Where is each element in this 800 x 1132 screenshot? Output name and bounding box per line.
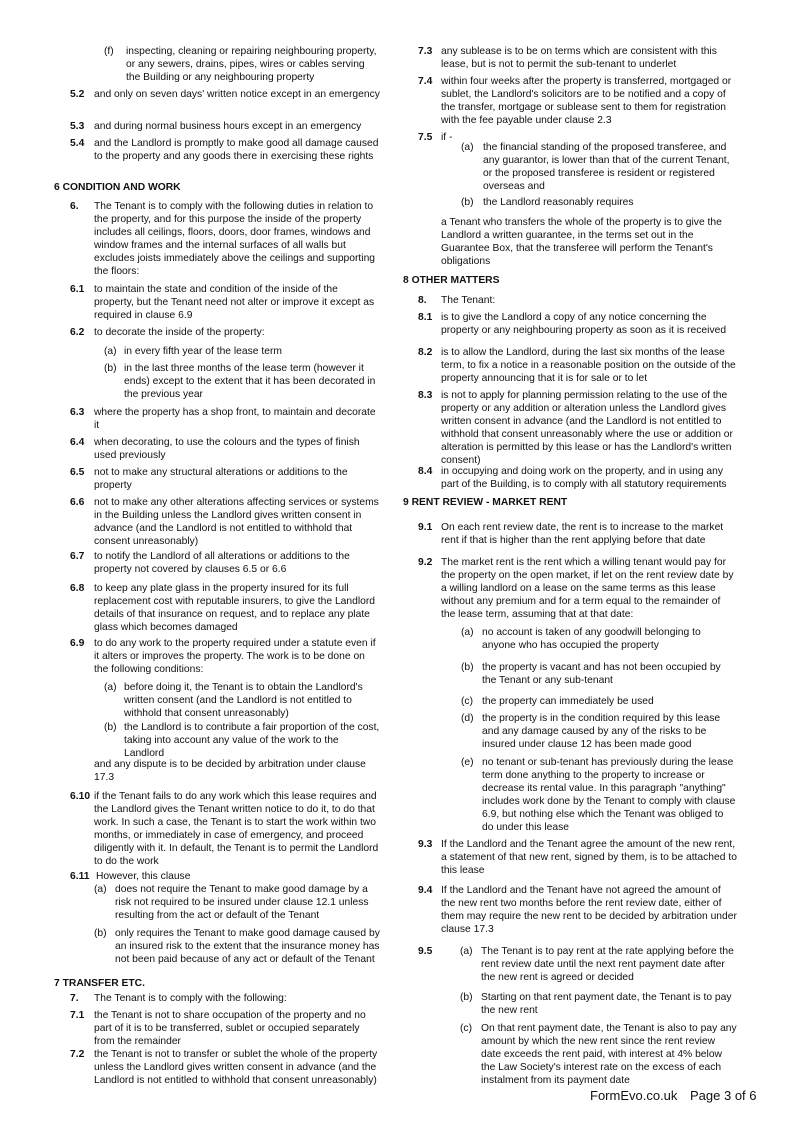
clause-7-4-text: within four weeks after the property is transferred, mortgaged or sublet, the Landlord's solicitors are to be notified and a copy of the transfer, mortgage or sublease sent to them for registration with the fee payable under clause 2.3 — [441, 76, 732, 127]
section-8-heading: 8 OTHER MATTERS — [403, 275, 500, 286]
clause-marker: (b) — [461, 662, 474, 673]
clause-number: 8.3 — [418, 390, 433, 401]
clause-marker: (a) — [104, 682, 117, 693]
footer-page-number: Page 3 of 6 — [690, 1088, 757, 1103]
clause-9-2-c-text: the property can immediately be used — [482, 696, 654, 707]
clause-marker: (b) — [104, 722, 117, 733]
clause-6-9-b-text: the Landlord is to contribute a fair proportion of the cost, taking into account any value of the work to the Landlord — [124, 722, 380, 760]
clause-8-1-text: is to give the Landlord a copy of any notice concerning the property or any neighbouring property as soon as it is received — [441, 312, 727, 337]
clause-6-10-text: if the Tenant fails to do any work which this lease requires and the Landlord gives the Tenant written notice to do it, to do that work. In such a case, the Tenant is to start the work within two months, or immediately in case of emergency, and proceed diligently with it. In default, the Tenant is to permit the Landlord to do the work — [94, 791, 379, 868]
clause-number: 6. — [70, 201, 79, 212]
clause-9-2-text: The market rent is the rent which a willing tenant would pay for the property on the open market, if let on the rent review date by a willing landlord on a lease on the same terms as this lease without any premium and for a term equal to the remainder of the lease term, assuming that at that date: — [441, 557, 734, 621]
clause-marker: (a) — [461, 627, 474, 638]
clause-number: 7.1 — [70, 1010, 85, 1021]
clause-number: 6.2 — [70, 327, 85, 338]
clause-marker: (b) — [461, 197, 474, 208]
clause-9-4-text: If the Landlord and the Tenant have not agreed the amount of the new rent two months before the rent review date, either of them may require the new rent to be decided by arbitration under clause 17.3 — [441, 885, 737, 936]
clause-number: 6.6 — [70, 497, 85, 508]
clause-marker: (f) — [104, 46, 114, 57]
clause-9-5-a-text: The Tenant is to pay rent at the rate applying before the rent review date until the next rent payment date after the new rent is agreed or decided — [481, 946, 734, 984]
clause-marker: (d) — [461, 713, 474, 724]
clause-marker: (a) — [460, 946, 473, 957]
clause-6-7-text: to notify the Landlord of all alterations or additions to the property not covered by clauses 6.5 or 6.6 — [94, 551, 350, 576]
clause-number: 7.2 — [70, 1049, 85, 1060]
clause-number: 6.7 — [70, 551, 85, 562]
clause-number: 8.4 — [418, 466, 433, 477]
clause-5-4-text: and the Landlord is promptly to make good all damage caused to the property and any goods there in exercising these rights — [94, 138, 379, 163]
clause-6-9-tail: and any dispute is to be decided by arbitration under clause 17.3 — [94, 759, 366, 784]
clause-9-3-text: If the Landlord and the Tenant agree the amount of the new rent, a statement of that new rent, signed by them, is to be attached to this lease — [441, 839, 737, 877]
clause-6-11-b-text: only requires the Tenant to make good damage caused by an insured risk to the extent that the insurance money has not been paid because of any act or default of the Tenant — [115, 928, 380, 966]
clause-number: 8.2 — [418, 347, 433, 358]
clause-7-5-text: if - — [441, 132, 453, 143]
clause-6-5-text: not to make any structural alterations or additions to the property — [94, 467, 348, 492]
clause-number: 7. — [70, 993, 79, 1004]
clause-7-text: The Tenant is to comply with the following: — [94, 993, 287, 1004]
clause-number: 7.4 — [418, 76, 433, 87]
clause-number: 6.10 — [70, 791, 91, 802]
clause-number: 9.2 — [418, 557, 433, 568]
clause-6-2-text: to decorate the inside of the property: — [94, 327, 265, 338]
clause-number: 9.5 — [418, 946, 433, 957]
clause-9-5-b-text: Starting on that rent payment date, the Tenant is to pay the new rent — [481, 992, 732, 1017]
clause-number: 6.8 — [70, 583, 85, 594]
clause-marker: (c) — [461, 696, 474, 707]
clause-6-8-text: to keep any plate glass in the property insured for its full replacement cost with reputable insurers, to give the Landlord details of that insurance on request, and to replace any plate glass which becomes damaged — [94, 583, 376, 634]
clause-6-2-a-text: in every fifth year of the lease term — [124, 346, 282, 357]
clause-9-2-b-text: the property is vacant and has not been occupied by the Tenant or any sub-tenant — [482, 662, 721, 687]
clause-8-4-text: in occupying and doing work on the property, and in using any part of the Building, is to comply with all statutory requirements — [441, 466, 727, 491]
clause-number: 9.4 — [418, 885, 433, 896]
clause-number: 7.3 — [418, 46, 433, 57]
clause-6-9-a-text: before doing it, the Tenant is to obtain the Landlord's written consent (and the Landlord is not entitled to withhold that consent unreasonably) — [124, 682, 363, 720]
clause-7-3-text: any sublease is to be on terms which are consistent with this lease, but is not to permit the sub-tenant to underlet — [441, 46, 717, 71]
section-7-heading: 7 TRANSFER ETC. — [54, 978, 145, 989]
clause-number: 5.3 — [70, 121, 85, 132]
clause-6-11-text: However, this clause — [96, 871, 191, 882]
clause-number: 6.11 — [70, 871, 90, 882]
clause-5-2-text: and only on seven days' written notice except in an emergency — [94, 89, 380, 100]
clause-number: 5.4 — [70, 138, 85, 149]
clause-marker: (a) — [104, 346, 117, 357]
clause-marker: (a) — [461, 142, 474, 153]
clause-6-9-text: to do any work to the property required under a statute even if it alters or improves the property. The work is to be done on the following conditions: — [94, 638, 376, 676]
section-9-heading: 9 RENT REVIEW - MARKET RENT — [403, 497, 568, 508]
clause-marker: (b) — [94, 928, 107, 939]
clause-9-2-e-text: no tenant or sub-tenant has previously during the lease term done anything to the property to increase or decrease its rental value. In this paragraph "anything" includes work done by the Tenant to comply with clause 6.9, but nothing else which the Tenant was obliged to do under this lease — [482, 757, 736, 834]
clause-number: 8. — [418, 295, 427, 306]
clause-9-2-a-text: no account is taken of any goodwill belonging to anyone who has occupied the property — [482, 627, 701, 652]
clause-7-5-tail: a Tenant who transfers the whole of the property is to give the Landlord a written guarantee, in the terms set out in the Guarantee Box, that the transferee will perform the Tenant's obligations — [441, 217, 722, 268]
clause-7-5-a-text: the financial standing of the proposed transferee, and any guarantor, is lower than that of the current Tenant, or the proposed transferee is resident or registered overseas and — [483, 142, 730, 193]
clause-marker: (c) — [460, 1023, 473, 1034]
clause-number: 7.5 — [418, 132, 433, 143]
clause-7-5-b-text: the Landlord reasonably requires — [483, 197, 634, 208]
clause-number: 6.5 — [70, 467, 85, 478]
clause-number: 9.1 — [418, 522, 433, 533]
clause-marker: (a) — [94, 884, 107, 895]
clause-marker: (b) — [460, 992, 473, 1003]
section-6-heading: 6 CONDITION AND WORK — [54, 182, 181, 193]
clause-8-2-text: is to allow the Landlord, during the last six months of the lease term, to fix a notice in a reasonable position on the outside of the property announcing that it is for sale or to let — [441, 347, 736, 385]
clause-number: 6.4 — [70, 437, 85, 448]
clause-7-1-text: the Tenant is not to share occupation of the property and no part of it is to be transferred, sublet or occupied separately from the remainder — [94, 1010, 366, 1048]
clause-6-2-b-text: in the last three months of the lease term (however it ends) except to the extent that it has been decorated in the previous year — [124, 363, 376, 401]
clause-number: 6.1 — [70, 284, 85, 295]
clause-marker: (e) — [461, 757, 474, 768]
clause-number: 9.3 — [418, 839, 433, 850]
clause-6-4-text: when decorating, to use the colours and the types of finish used previously — [94, 437, 360, 462]
clause-6-3-text: where the property has a shop front, to maintain and decorate it — [94, 407, 376, 432]
clause-6-11-a-text: does not require the Tenant to make good damage by a risk not required to be insured under clause 12.1 unless resulting from the act or default of the Tenant — [115, 884, 369, 922]
clause-9-5-c-text: On that rent payment date, the Tenant is also to pay any amount by which the new rent since the rent review date exceeds the rent paid, with interest at 4% below the Law Society's interest rate on the excess of each instalment from its payment date — [481, 1023, 737, 1087]
footer-site: FormEvo.co.uk — [590, 1088, 678, 1103]
clause-number: 8.1 — [418, 312, 433, 323]
clause-8-text: The Tenant: — [441, 295, 496, 306]
clause-6-6-text: not to make any other alterations affecting services or systems in the Building unless the Landlord gives written consent in advance (and the Landlord is not entitled to withhold that consent unreasonably) — [94, 497, 379, 548]
clause-9-1-text: On each rent review date, the rent is to increase to the market rent if that is higher than the rent applying before that date — [441, 522, 724, 547]
clause-number: 5.2 — [70, 89, 85, 100]
clause-5-1-f-text: inspecting, cleaning or repairing neighbouring property, or any sewers, drains, pipes, wires or cables serving the Building or any neighbouring property — [126, 46, 377, 84]
clause-marker: (b) — [104, 363, 117, 374]
clause-7-2-text: the Tenant is not to transfer or sublet the whole of the property unless the Landlord gives written consent in advance (and the Landlord is not entitled to withhold that consent unreasonably) — [94, 1049, 378, 1087]
clause-8-3-text: is not to apply for planning permission relating to the use of the property or any addition or alteration unless the Landlord gives written consent in advance (and the Landlord is not entitled to withhold that consent unreasonably where the use or addition or alteration is permitted by this lease or has the Landlord's written consent) — [441, 390, 733, 467]
clause-6-1-text: to maintain the state and condition of the inside of the property, but the Tenant need not alter or improve it except as required in clause 6.9 — [94, 284, 375, 322]
clause-9-2-d-text: the property is in the condition required by this lease and any damage caused by any of the risks to be insured under clause 12 has been made good — [482, 713, 721, 751]
clause-number: 6.9 — [70, 638, 85, 649]
clause-6-text: The Tenant is to comply with the following duties in relation to the property, and for this purpose the inside of the property includes all ceilings, floors, doors, door frames, windows and window frames and the internal surfaces of all walls but excludes joists immediately above the ceilings and supporting the floors: — [94, 201, 376, 278]
clause-number: 6.3 — [70, 407, 85, 418]
clause-5-3-text: and during normal business hours except in an emergency — [94, 121, 362, 132]
